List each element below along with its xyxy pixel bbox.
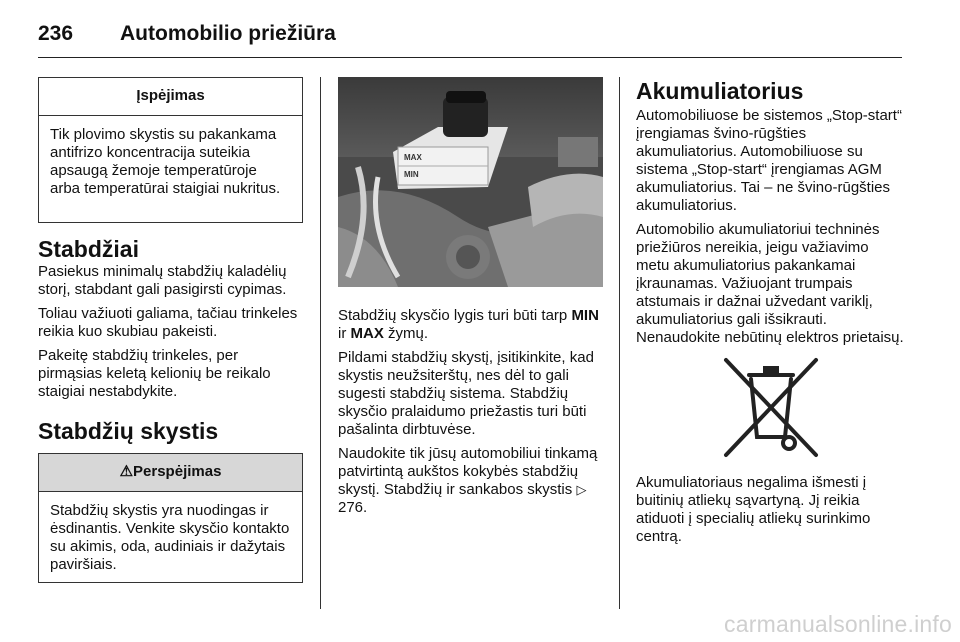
brake-fluid-reservoir-photo <box>338 77 603 287</box>
column-divider-left <box>320 77 321 609</box>
header-rule <box>38 57 902 58</box>
brakes-paragraph-1: Pasiekus minimalų stabdžių kaladėlių storį, stabdant gali pasigirsti cypimas. <box>38 263 287 298</box>
battery-paragraph-3: Akumuliatoriaus negalima išmesti į buitinių atliekų sąvartyną. Jį reikia atiduoti į specialių atliekų surinkimo centrą. <box>636 474 871 545</box>
battery-heading: Akumuliatorius <box>636 78 804 104</box>
brakes-paragraph-3: Pakeitę stabdžių trinkeles, per pirmąsias keletą kelionių be reikalo staigiai nestabdykite. <box>38 347 271 400</box>
max-mark: MAX <box>350 325 384 342</box>
battery-paragraph-2: Automobilio akumuliatoriui techninės priežiūros nereikia, jeigu važiavimo metu akumuliatorius pakankamai įkraunamas. Važiuojant trumpais atstumais ir dažnai užvedant variklį, akumuliatorius gali išsikrauti. Nenaudokite nebūtinų elektros prietaisų. <box>636 221 904 346</box>
watermark: carmanualsonline.info <box>724 611 952 637</box>
caution-box-title: Perspėjimas <box>133 463 222 480</box>
page-title: Automobilio priežiūra <box>120 22 336 45</box>
page-reference-link[interactable]: 276. <box>338 499 368 516</box>
min-mark: MIN <box>571 307 599 324</box>
fill-paragraph: Pildami stabdžių skystį, įsitikinkite, kad skystis neužsiterštų, nes dėl to gali sugesti stabdžių sistema. Stabdžių skysčio pralaidumo priežastis turi būti pašalinta dirbtuvėse. <box>338 349 594 438</box>
page-header <box>38 22 336 46</box>
warning-box-title: Įspėjimas <box>39 78 302 116</box>
caution-box-text: Stabdžių skystis yra nuodingas ir ėsdinantis. Venkite skysčio kontakto su akimis, oda, audiniais ir dažytais paviršiais. <box>50 502 290 573</box>
column-middle <box>338 77 603 523</box>
level-paragraph <box>338 307 603 343</box>
approved-fluid-text: Naudokite tik jūsų automobiliui tinkamą patvirtintą aukštos kokybės stabdžių skystį. Stabdžių ir sankabos skystis <box>338 445 598 498</box>
brakes-heading: Stabdžiai <box>38 236 139 262</box>
page-reference-arrow-icon: ▷ <box>576 482 587 497</box>
level-text-middle: ir <box>338 325 351 342</box>
column-left <box>38 77 303 583</box>
column-divider-right <box>619 77 620 609</box>
warning-box <box>38 77 303 223</box>
crossed-out-bin-icon <box>721 355 821 460</box>
page-number: 236 <box>38 22 74 45</box>
brake-fluid-heading: Stabdžių skystis <box>38 418 219 444</box>
level-text-suffix: žymų. <box>383 325 429 342</box>
column-right <box>636 77 906 552</box>
caution-box-header <box>39 454 302 492</box>
photo-max-label: MAX <box>404 153 422 162</box>
caution-box <box>38 453 303 583</box>
warning-triangle-icon: ⚠ <box>119 463 134 480</box>
battery-paragraph-1: Automobiliuose be sistemos „Stop-start“ įrengiamas švino-rūgšties akumuliatorius. Automobiliuose su sistema „Stop-start“ įrengiamas AGM akumuliatorius. Tai – ne švino-rūgšties akumuliatorius. <box>636 107 902 214</box>
level-text-prefix: Stabdžių skysčio lygis turi būti tarp <box>338 307 572 324</box>
brakes-paragraph-2: Toliau važiuoti galiama, tačiau trinkeles reikia kuo skubiau pakeisti. <box>38 305 298 340</box>
warning-box-text: Tik plovimo skystis su pakankama antifrizo koncentracija suteikia apsaugą žemoje temperatūroje arba temperatūrai staigiai nukritus. <box>50 126 281 197</box>
approved-fluid-paragraph <box>338 445 603 517</box>
photo-min-label: MIN <box>404 170 419 179</box>
